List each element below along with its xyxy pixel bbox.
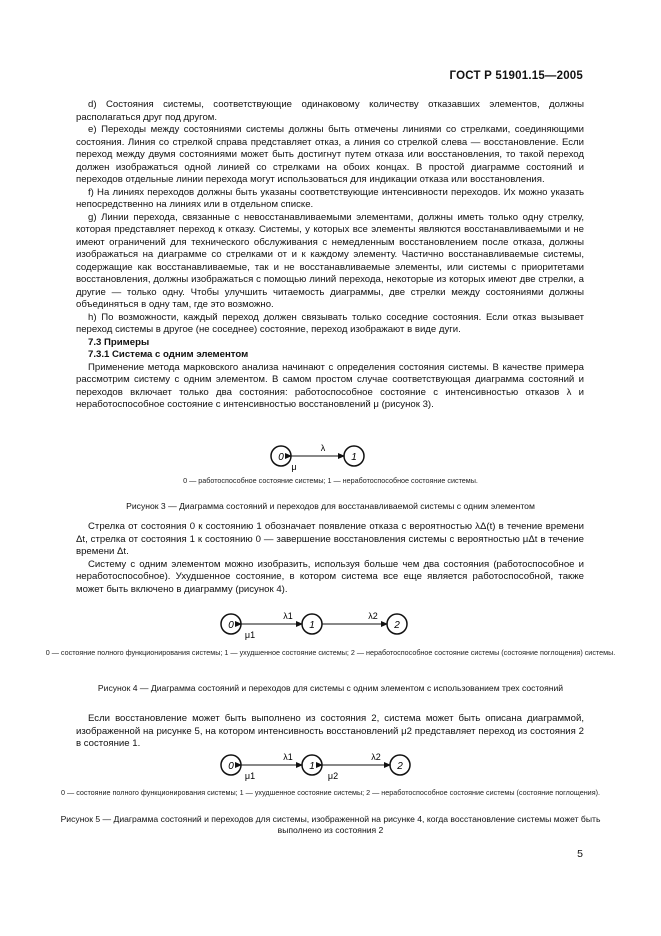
paragraph-f: f) На линиях переходов должны быть указаны соответствующие интенсивности переходов. Их можно указать непосредственно на линиях или в отдельном списке. <box>76 186 584 210</box>
mu1-label: μ1 <box>244 771 256 781</box>
state-2-label: 2 <box>394 620 400 631</box>
state-0-label: 0 <box>228 761 234 772</box>
document-header: ГОСТ Р 51901.15—2005 <box>449 70 583 82</box>
state-0-label: 0 <box>278 452 284 463</box>
text-after-figure-3 <box>76 521 584 596</box>
lambda-label: λ <box>320 443 326 453</box>
figure-5-caption: Рисунок 5 — Диаграмма состояний и переходов для системы, изображенной на рисунке 4, когда восстановление системы может быть выполнено из состояния 2 <box>60 814 601 835</box>
paragraph-h: h) По возможности, каждый переход должен связывать только соседние состояния. Если отказ вызывает переход системы в другое (не соседнее) состояние, переход изображают в виде дуги. <box>76 311 584 335</box>
figure-3-diagram <box>0 440 661 474</box>
figure-4-legend: 0 — состояние полного функционирования системы; 1 — ухудшенное состояние системы; 2 — неработоспособное состояние системы (состояние поглощения) системы. <box>45 648 616 657</box>
figure-3-legend: 0 — работоспособное состояние системы; 1 — неработоспособное состояние системы. <box>183 476 478 485</box>
paragraph-e: e) Переходы между состояниями системы должны быть отмечены линиями со стрелками, соединяющими состояния. Линия со стрелкой справа представляет отказ, а линия со стрелкой слева — восстановление. Если переход между двумя состояниями может быть достигнут путем отказа или восстановления, то такой переход должен изображаться одной линией со стрелками на обоих концах. В простой диаграмме состояний и переходов отдельные линии перехода могут использоваться для индикации отказа или восстановления. <box>76 124 584 185</box>
section-heading-7-3: 7.3 Примеры <box>88 336 150 348</box>
figure-5-legend: 0 — состояние полного функционирования системы; 1 — ухудшенное состояние системы; 2 — неработоспособное состояние системы (состояние поглощения). <box>61 788 600 797</box>
state-1-label: 1 <box>351 452 357 463</box>
state-1-label: 1 <box>309 761 315 772</box>
paragraph-fig3-a: Стрелка от состояния 0 к состоянию 1 обозначает появление отказа с вероятностью λΔ(t) в течение времени Δt, стрелка от состояния 1 к состоянию 0 — завершение восстановления системы с вероятностью μΔt в течение времени Δt. <box>76 521 584 557</box>
lambda2-label: λ2 <box>371 752 381 762</box>
state-0-label: 0 <box>228 620 234 631</box>
section-heading-7-3-1: 7.3.1 Система с одним элементом <box>88 349 249 360</box>
paragraph-d: d) Состояния системы, соответствующие одинаковому количеству отказавших элементов, должны располагаться друг под другом. <box>76 99 584 123</box>
mu-label: μ <box>291 462 297 472</box>
paragraph-fig3-b: Систему с одним элементом можно изобразить, используя больше чем два состояния (работоспособное и неработоспособное). Ухудшенное состояние, в котором система все еще является работоспособной, также может быть включено в диаграмму (рисунок 4). <box>76 558 584 595</box>
mu1-label: μ1 <box>244 630 256 640</box>
page-number: 5 <box>577 848 583 860</box>
figure-3-caption: Рисунок 3 — Диаграмма состояний и переходов для восстанавливаемой системы с одним элементом <box>126 501 535 511</box>
state-2-label: 2 <box>397 761 403 772</box>
figure-4-diagram <box>0 608 661 644</box>
lambda1-label: λ1 <box>283 752 293 762</box>
figure-4-caption: Рисунок 4 — Диаграмма состояний и переходов для системы с одним элементом с использованием трех состояний <box>97 683 564 693</box>
paragraph-fig5: Если восстановление может быть выполнено из состояния 2, система может быть описана диаграммой, изображенной на рисунке 5, на котором интенсивность восстановлений μ2 представляет переход из состояния 2 в состояние 1. <box>76 713 584 749</box>
paragraph-g: g) Линии перехода, связанные с невосстанавливаемыми элементами, должны иметь только одну стрелку, которая представляет переход к отказу. Системы, у которых все элементы являются восстанавливаемыми и не имеют ограничений для технического обслуживания с немедленным восстановлением после отказа, должны изображаться на диаграмме со стрелками от и к каждому элементу. Частично восстанавливаемые системы, содержащие как восстанавливаемые, так и не восстанавливаемые элементы, или системы с приоритетами восстановления, должны изображаться с помощью линий перехода, некоторые из которых имеют две стрелки, а другие — только одну. Чтобы улучшить читаемость диаграммы, две стрелки между состояниями должны объединяться в одну там, где это возможно. <box>76 211 584 310</box>
paragraph-intro: Применение метода марковского анализа начинают с определения состояния системы. В качестве примера рассмотрим систему с одним элементом. В самом простом случае соответствующая диаграмма состояний и переходов включает только два состояния: работоспособное состояние с интенсивностью отказов λ и неработоспособное состояние с интенсивностью восстановлений μ (рисунок 3). <box>76 361 584 410</box>
lambda1-label: λ1 <box>283 611 293 621</box>
lambda2-label: λ2 <box>368 611 378 621</box>
state-1-label: 1 <box>309 620 315 631</box>
mu2-label: μ2 <box>327 771 339 781</box>
main-text <box>76 99 584 412</box>
text-before-figure-5 <box>76 713 584 751</box>
figure-5-diagram <box>0 749 661 785</box>
